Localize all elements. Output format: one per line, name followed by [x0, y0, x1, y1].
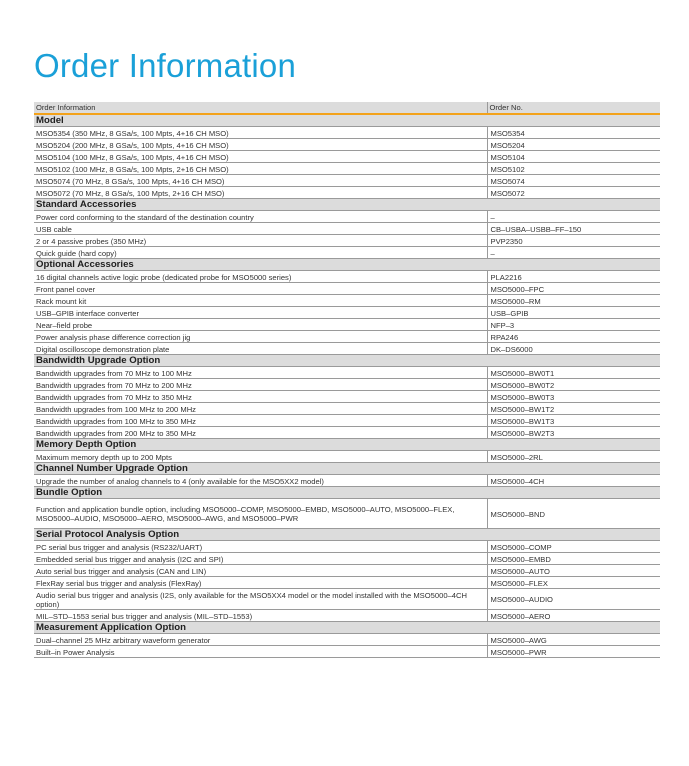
section-header-row [34, 355, 660, 367]
table-row [34, 163, 660, 175]
item-order-number: MSO5000–PWR [487, 646, 660, 658]
order-table [34, 102, 660, 658]
item-order-number: MSO5000–AUDIO [487, 589, 660, 610]
item-description: Dual–channel 25 MHz arbitrary waveform generator [34, 634, 487, 646]
table-row [34, 211, 660, 223]
item-description: MSO5354 (350 MHz, 8 GSa/s, 100 Mpts, 4+16 CH MSO) [34, 127, 487, 139]
header-description: Order Information [34, 102, 487, 114]
item-order-number: MSO5000–AWG [487, 634, 660, 646]
item-order-number: MSO5072 [487, 187, 660, 199]
item-order-number: MSO5000–AUTO [487, 565, 660, 577]
item-description: MSO5102 (100 MHz, 8 GSa/s, 100 Mpts, 2+16 CH MSO) [34, 163, 487, 175]
item-description: Bandwidth upgrades from 70 MHz to 100 MHz [34, 367, 487, 379]
item-description: Bandwidth upgrades from 100 MHz to 350 MHz [34, 415, 487, 427]
table-row [34, 271, 660, 283]
item-order-number: MSO5074 [487, 175, 660, 187]
table-row [34, 319, 660, 331]
item-order-number: MSO5104 [487, 151, 660, 163]
item-description: Front panel cover [34, 283, 487, 295]
item-order-number: MSO5000–BW0T1 [487, 367, 660, 379]
table-row [34, 139, 660, 151]
item-description: MSO5204 (200 MHz, 8 GSa/s, 100 Mpts, 4+16 CH MSO) [34, 139, 487, 151]
item-order-number: RPA246 [487, 331, 660, 343]
item-order-number: MSO5000–BW0T2 [487, 379, 660, 391]
table-row [34, 151, 660, 163]
item-description: 16 digital channels active logic probe (dedicated probe for MSO5000 series) [34, 271, 487, 283]
item-order-number: MSO5102 [487, 163, 660, 175]
item-description: Embedded serial bus trigger and analysis (I2C and SPI) [34, 553, 487, 565]
section-title: Bundle Option [34, 487, 660, 499]
table-row [34, 295, 660, 307]
item-description: Bandwidth upgrades from 70 MHz to 350 MHz [34, 391, 487, 403]
table-row [34, 646, 660, 658]
table-row [34, 553, 660, 565]
section-title: Model [34, 114, 660, 127]
item-description: Bandwidth upgrades from 70 MHz to 200 MHz [34, 379, 487, 391]
table-row [34, 187, 660, 199]
item-order-number: MSO5204 [487, 139, 660, 151]
table-row [34, 343, 660, 355]
item-description: USB–GPIB interface converter [34, 307, 487, 319]
item-order-number: MSO5000–BW2T3 [487, 427, 660, 439]
item-description: Auto serial bus trigger and analysis (CAN and LIN) [34, 565, 487, 577]
table-row [34, 475, 660, 487]
table-row [34, 577, 660, 589]
item-description: Quick guide (hard copy) [34, 247, 487, 259]
item-description: 2 or 4 passive probes (350 MHz) [34, 235, 487, 247]
item-description: Upgrade the number of analog channels to 4 (only available for the MSO5XX2 model) [34, 475, 487, 487]
section-title: Bandwidth Upgrade Option [34, 355, 660, 367]
table-row [34, 451, 660, 463]
table-row [34, 247, 660, 259]
item-order-number: USB–GPIB [487, 307, 660, 319]
table-row [34, 499, 660, 529]
table-row [34, 415, 660, 427]
item-order-number: DK–DS6000 [487, 343, 660, 355]
section-header-row [34, 529, 660, 541]
item-order-number: – [487, 211, 660, 223]
section-header-row [34, 463, 660, 475]
item-description: Bandwidth upgrades from 200 MHz to 350 MHz [34, 427, 487, 439]
table-row [34, 223, 660, 235]
item-description: MSO5072 (70 MHz, 8 GSa/s, 100 Mpts, 2+16 CH MSO) [34, 187, 487, 199]
item-order-number: PVP2350 [487, 235, 660, 247]
table-header-row [34, 102, 660, 114]
order-table-body [34, 114, 660, 658]
table-row [34, 403, 660, 415]
item-order-number: – [487, 247, 660, 259]
item-description: Near–field probe [34, 319, 487, 331]
item-description: Power analysis phase difference correction jig [34, 331, 487, 343]
table-row [34, 589, 660, 610]
section-title: Memory Depth Option [34, 439, 660, 451]
item-description: Power cord conforming to the standard of the destination country [34, 211, 487, 223]
page-title: Order Information [34, 47, 297, 84]
item-order-number: MSO5000–EMBD [487, 553, 660, 565]
table-row [34, 175, 660, 187]
section-title: Standard Accessories [34, 199, 660, 211]
item-order-number: NFP–3 [487, 319, 660, 331]
section-title: Channel Number Upgrade Option [34, 463, 660, 475]
item-order-number: MSO5000–BW0T3 [487, 391, 660, 403]
section-title: Optional Accessories [34, 259, 660, 271]
table-row [34, 427, 660, 439]
section-title: Measurement Application Option [34, 622, 660, 634]
section-title: Serial Protocol Analysis Option [34, 529, 660, 541]
section-header-row [34, 259, 660, 271]
item-description: Maximum memory depth up to 200 Mpts [34, 451, 487, 463]
table-row [34, 565, 660, 577]
item-order-number: MSO5354 [487, 127, 660, 139]
item-description: USB cable [34, 223, 487, 235]
item-description: Rack mount kit [34, 295, 487, 307]
table-row [34, 634, 660, 646]
section-header-row [34, 487, 660, 499]
table-row [34, 610, 660, 622]
table-row [34, 379, 660, 391]
item-description: MSO5074 (70 MHz, 8 GSa/s, 100 Mpts, 4+16 CH MSO) [34, 175, 487, 187]
table-row [34, 391, 660, 403]
item-order-number: MSO5000–BND [487, 499, 660, 529]
section-header-row [34, 114, 660, 127]
item-order-number: MSO5000–FLEX [487, 577, 660, 589]
item-order-number: MSO5000–RM [487, 295, 660, 307]
item-order-number: MSO5000–AERO [487, 610, 660, 622]
table-row [34, 307, 660, 319]
item-order-number: MSO5000–BW1T3 [487, 415, 660, 427]
item-description: MSO5104 (100 MHz, 8 GSa/s, 100 Mpts, 4+16 CH MSO) [34, 151, 487, 163]
item-order-number: MSO5000–2RL [487, 451, 660, 463]
item-order-number: MSO5000–BW1T2 [487, 403, 660, 415]
table-row [34, 283, 660, 295]
item-description: FlexRay serial bus trigger and analysis (FlexRay) [34, 577, 487, 589]
item-description: Function and application bundle option, including MSO5000–COMP, MSO5000–EMBD, MSO5000–AUTO, MSO5000–FLEX, MSO5000–AUDIO, MSO5000–AERO, MSO5000–AWG, and MSO5000–PWR [34, 499, 487, 529]
item-order-number: PLA2216 [487, 271, 660, 283]
item-description: MIL–STD–1553 serial bus trigger and analysis (MIL–STD–1553) [34, 610, 487, 622]
item-description: Built–in Power Analysis [34, 646, 487, 658]
table-row [34, 127, 660, 139]
table-row [34, 541, 660, 553]
item-order-number: MSO5000–4CH [487, 475, 660, 487]
item-description: Digital oscilloscope demonstration plate [34, 343, 487, 355]
table-row [34, 331, 660, 343]
item-order-number: MSO5000–COMP [487, 541, 660, 553]
item-order-number: CB–USBA–USBB–FF–150 [487, 223, 660, 235]
item-description: PC serial bus trigger and analysis (RS232/UART) [34, 541, 487, 553]
table-row [34, 235, 660, 247]
section-header-row [34, 622, 660, 634]
section-header-row [34, 199, 660, 211]
item-description: Audio serial bus trigger and analysis (I2S, only available for the MSO5XX4 model or the model installed with the MSO5000–4CH option) [34, 589, 487, 610]
item-description: Bandwidth upgrades from 100 MHz to 200 MHz [34, 403, 487, 415]
header-order-no: Order No. [487, 102, 660, 114]
section-header-row [34, 439, 660, 451]
item-order-number: MSO5000–FPC [487, 283, 660, 295]
table-row [34, 367, 660, 379]
